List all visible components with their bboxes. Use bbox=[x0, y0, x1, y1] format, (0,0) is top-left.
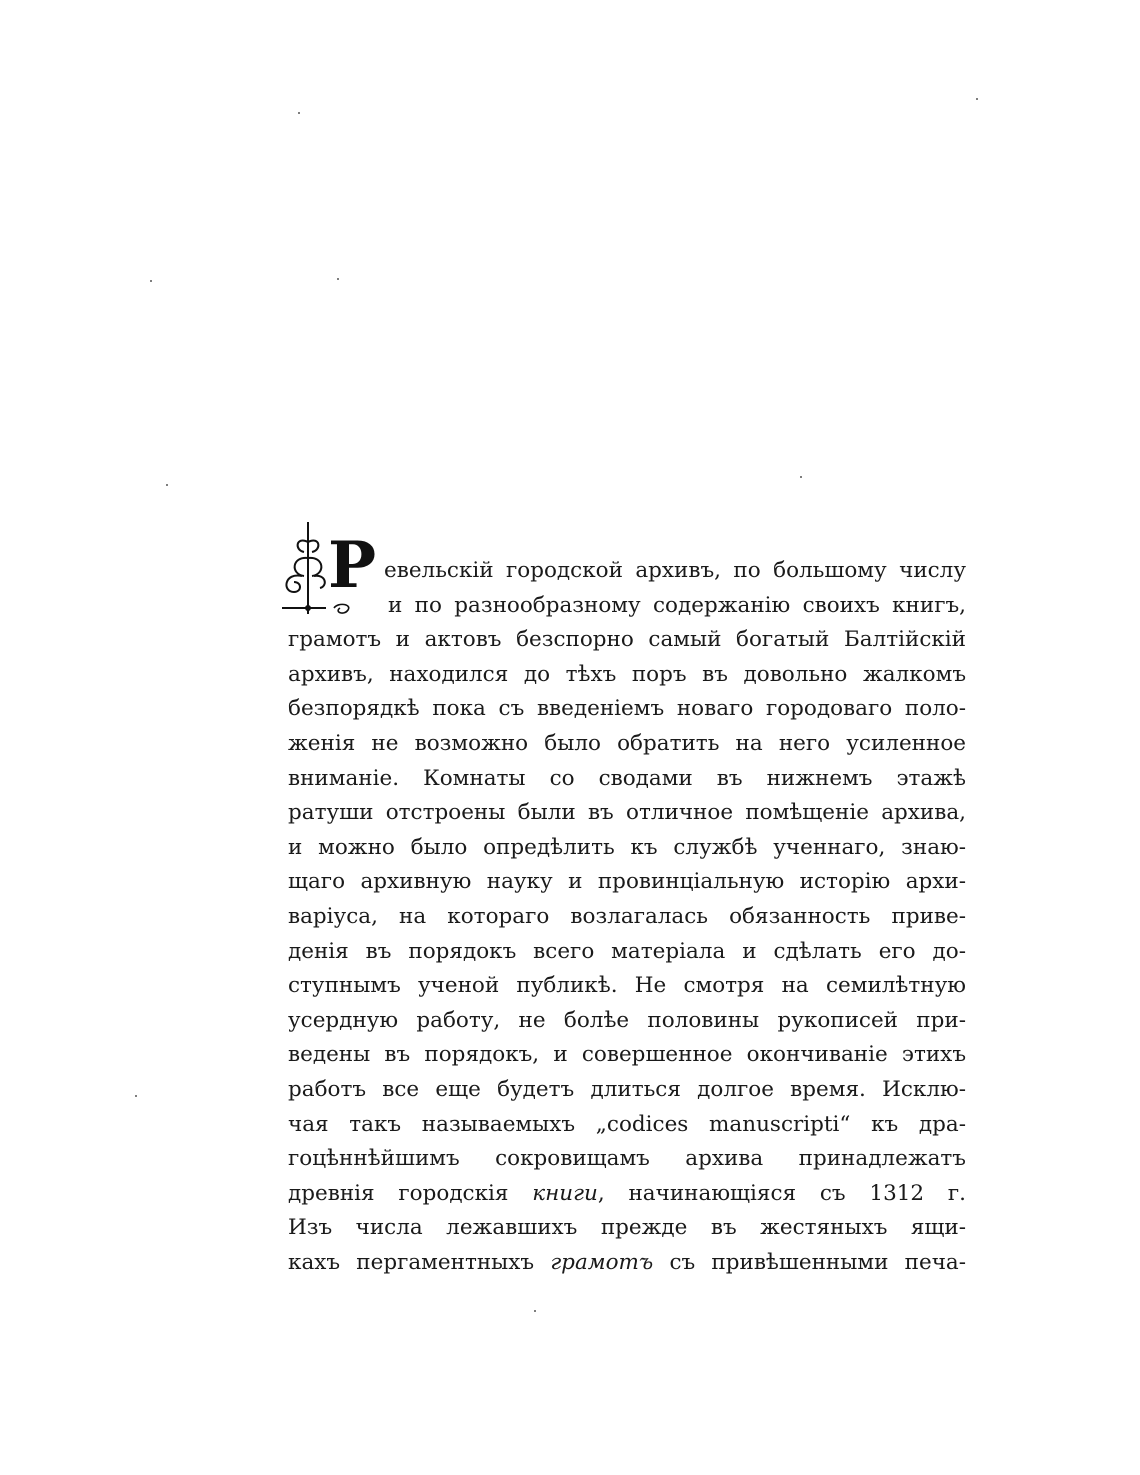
text-line bbox=[288, 1246, 966, 1281]
scan-speck bbox=[150, 280, 152, 282]
text-line: ратуши отстроены были въ отличное помѣщеніе архива, bbox=[288, 800, 966, 826]
scan-speck bbox=[298, 112, 300, 114]
text-span: съ привѣшенными печа- bbox=[653, 1249, 966, 1275]
scan-speck bbox=[800, 476, 802, 478]
scan-speck bbox=[337, 278, 339, 280]
text-line: гоцѣннѣйшимъ сокровищамъ архива принадлежатъ bbox=[288, 1146, 966, 1172]
text-line: евельскій городской архивъ, по большому числу bbox=[384, 558, 966, 583]
text-line: безпорядкѣ пока съ введеніемъ новаго городоваго поло- bbox=[288, 696, 966, 722]
italic-word: книги bbox=[532, 1180, 598, 1206]
text-line: женія не возможно было обратить на него усиленное bbox=[288, 730, 966, 756]
text-line: ведены въ порядокъ, и совершенное окончиваніе этихъ bbox=[288, 1042, 966, 1068]
text-line: и по разнообразному содержанію своихъ книгъ, bbox=[388, 592, 966, 618]
text-line: архивъ, находился до тѣхъ поръ въ довольно жалкомъ bbox=[288, 661, 966, 687]
text-line: чая такъ называемыхъ „codices manuscripti“ къ дра- bbox=[288, 1111, 966, 1137]
scan-speck bbox=[135, 1095, 137, 1097]
text-span: древнія городскія bbox=[288, 1180, 533, 1206]
text-span: , начинающіяся съ 1312 г. bbox=[597, 1180, 967, 1206]
scan-speck bbox=[166, 484, 168, 486]
scan-speck bbox=[976, 98, 978, 100]
text-span: кахъ пергаментныхъ bbox=[288, 1249, 551, 1275]
text-line: щаго архивную науку и провинціальную исторію архи- bbox=[288, 869, 966, 895]
text-line: работъ все еще будетъ длиться долгое время. Исклю- bbox=[288, 1076, 966, 1102]
text-line: грамотъ и актовъ безспорно самый богатый Балтійскій bbox=[288, 627, 966, 653]
body-text bbox=[288, 522, 966, 1280]
text-line: вниманіе. Комнаты со сводами въ нижнемъ этажѣ bbox=[288, 765, 966, 791]
text-line: ступнымъ ученой публикѣ. Не смотря на семилѣтную bbox=[288, 973, 966, 999]
text-line: и можно было опредѣлить къ службѣ ученнаго, знаю- bbox=[288, 834, 966, 860]
text-line: усердную работу, не болѣе половины рукописей при- bbox=[288, 1007, 966, 1033]
ornamental-initial bbox=[282, 522, 382, 622]
scan-speck bbox=[534, 1310, 536, 1312]
italic-word: грамотъ bbox=[550, 1249, 654, 1275]
drop-cap-letter: Р bbox=[328, 528, 377, 603]
text-line bbox=[288, 1177, 966, 1212]
text-line: денія въ порядокъ всего матеріала и сдѣлать его до- bbox=[288, 938, 966, 964]
text-line: Изъ числа лежавшихъ прежде въ жестяныхъ ящи- bbox=[288, 1215, 966, 1241]
text-line: варіуса, на котораго возлагалась обязанность приве- bbox=[288, 903, 966, 929]
